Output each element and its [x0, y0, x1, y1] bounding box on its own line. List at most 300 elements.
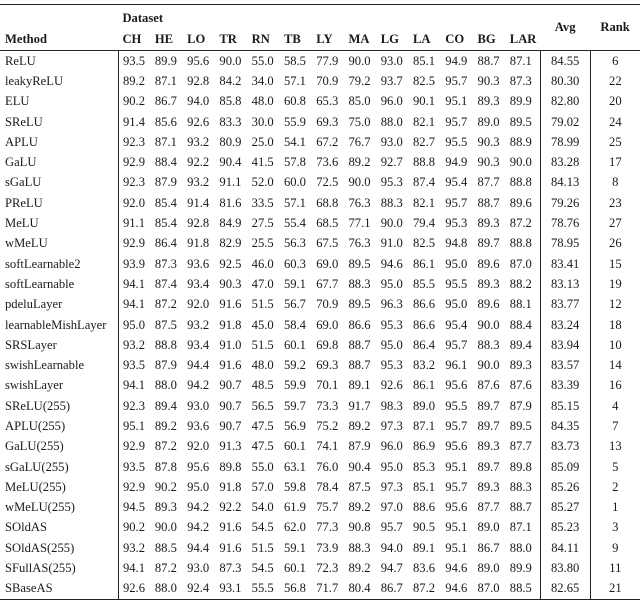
dataset-header-bg: BG — [474, 26, 506, 51]
value-cell-lg: 95.3 — [380, 317, 403, 332]
dataset-header-co: CO — [441, 26, 473, 51]
value-cell-ma: 89.2 — [348, 500, 371, 515]
value-cell-lar: 88.1 — [509, 297, 532, 312]
value-cell-lg: 94.6 — [380, 256, 403, 271]
method-cell: SFullAS(255) — [5, 561, 76, 576]
method-cell: sGaLU — [5, 175, 42, 190]
value-cell-he: 88.5 — [154, 540, 177, 555]
value-cell-ch: 90.2 — [118, 518, 150, 538]
value-cell-lar: 89.4 — [509, 337, 532, 352]
rank-cell: 12 — [590, 295, 640, 315]
value-cell-he: 87.2 — [154, 297, 177, 312]
value-cell-he: 86.4 — [154, 236, 177, 251]
value-cell-co: 95.1 — [445, 459, 468, 474]
value-cell-co: 94.9 — [445, 53, 468, 68]
dataset-header-he: HE — [151, 26, 183, 51]
value-cell-rn: 41.5 — [251, 155, 274, 170]
value-cell-la: 89.1 — [413, 540, 436, 555]
value-cell-he: 87.5 — [154, 317, 177, 332]
value-cell-la: 86.1 — [413, 256, 436, 271]
value-cell-rn: 56.5 — [251, 398, 274, 413]
method-cell: MeLU — [5, 216, 39, 231]
value-cell-lar: 87.7 — [509, 439, 532, 454]
value-cell-ch: 91.4 — [118, 112, 150, 132]
value-cell-la: 88.6 — [413, 500, 436, 515]
rank-cell: 20 — [590, 92, 640, 112]
rank-cell: 26 — [590, 234, 640, 254]
value-cell-ly: 73.9 — [316, 540, 339, 555]
value-cell-ma: 88.3 — [348, 540, 371, 555]
value-cell-lg: 90.0 — [380, 216, 403, 231]
avg-cell: 85.09 — [540, 457, 590, 477]
value-cell-la: 86.6 — [413, 297, 436, 312]
value-cell-ch: 93.2 — [118, 538, 150, 558]
method-cell: swishLayer — [5, 378, 64, 393]
table-row — [0, 254, 640, 274]
value-cell-ly: 74.1 — [316, 439, 339, 454]
value-cell-tr: 89.8 — [219, 459, 242, 474]
value-cell-lar: 88.5 — [506, 579, 540, 600]
value-cell-tb: 60.3 — [283, 256, 306, 271]
value-cell-tr: 81.6 — [219, 195, 242, 210]
value-cell-la: 86.9 — [413, 439, 436, 454]
value-cell-ly: 69.0 — [316, 317, 339, 332]
value-cell-tb: 59.1 — [283, 276, 306, 291]
value-cell-la: 87.2 — [409, 579, 441, 600]
value-cell-la: 85.1 — [413, 479, 436, 494]
value-cell-ly: 70.9 — [316, 73, 339, 88]
value-cell-ch: 93.5 — [118, 51, 150, 72]
rank-cell: 15 — [590, 254, 640, 274]
value-cell-he: 87.1 — [154, 134, 177, 149]
value-cell-tb: 61.9 — [283, 500, 306, 515]
value-cell-ly: 69.8 — [316, 337, 339, 352]
value-cell-lg: 95.0 — [380, 276, 403, 291]
value-cell-la: 82.5 — [413, 73, 436, 88]
value-cell-bg: 90.3 — [477, 134, 500, 149]
value-cell-tr: 85.8 — [219, 94, 242, 109]
value-cell-ch: 92.3 — [118, 132, 150, 152]
method-cell: APLU — [5, 134, 38, 149]
value-cell-bg: 89.6 — [477, 297, 500, 312]
value-cell-lo: 94.2 — [187, 378, 210, 393]
value-cell-ma: 80.4 — [344, 579, 376, 600]
value-cell-ma: 75.0 — [348, 114, 371, 129]
rank-cell: 27 — [590, 213, 640, 233]
method-cell: SOldAS — [5, 520, 47, 535]
value-cell-la: 86.1 — [413, 378, 436, 393]
method-header-spacer — [0, 5, 118, 27]
value-cell-tr: 87.3 — [219, 561, 242, 576]
value-cell-rn: 30.0 — [251, 114, 274, 129]
value-cell-ly: 75.2 — [316, 418, 339, 433]
value-cell-rn: 27.5 — [251, 216, 274, 231]
value-cell-ma: 91.7 — [348, 398, 371, 413]
value-cell-tb: 59.7 — [283, 398, 306, 413]
value-cell-ly: 67.7 — [316, 276, 339, 291]
table-row — [0, 274, 640, 294]
value-cell-ly: 78.4 — [316, 479, 339, 494]
value-cell-tr: 91.6 — [219, 297, 242, 312]
value-cell-tr: 90.4 — [219, 155, 242, 170]
value-cell-lar: 90.0 — [509, 155, 532, 170]
value-cell-tr: 90.7 — [219, 398, 242, 413]
table-row — [0, 295, 640, 315]
value-cell-tr: 91.0 — [219, 337, 242, 352]
value-cell-lar: 87.1 — [509, 520, 532, 535]
method-cell: SRSLayer — [5, 337, 57, 352]
value-cell-ch: 93.5 — [118, 355, 150, 375]
value-cell-lg: 95.0 — [380, 337, 403, 352]
rank-cell: 10 — [590, 335, 640, 355]
value-cell-lo: 92.4 — [183, 579, 215, 600]
value-cell-he: 90.2 — [154, 479, 177, 494]
value-cell-he: 85.4 — [154, 216, 177, 231]
method-cell: softLearnable — [5, 276, 75, 291]
value-cell-rn: 55.0 — [251, 459, 274, 474]
value-cell-ly: 68.5 — [316, 216, 339, 231]
value-cell-lar: 87.3 — [509, 73, 532, 88]
value-cell-lo: 94.4 — [187, 540, 210, 555]
value-cell-la: 83.2 — [413, 358, 436, 373]
value-cell-ch: 93.5 — [118, 457, 150, 477]
method-cell: wMeLU — [5, 236, 48, 251]
value-cell-rn: 54.5 — [251, 520, 274, 535]
method-header: Method — [0, 26, 118, 51]
value-cell-la: 87.4 — [413, 175, 436, 190]
table-row — [0, 132, 640, 152]
method-cell: sGaLU(255) — [5, 459, 69, 474]
value-cell-rn: 45.0 — [251, 317, 274, 332]
value-cell-co: 94.8 — [445, 236, 468, 251]
method-cell: PReLU — [5, 195, 43, 210]
table-row — [0, 152, 640, 172]
value-cell-co: 95.5 — [445, 276, 468, 291]
avg-cell: 84.35 — [540, 416, 590, 436]
table-row — [0, 437, 640, 457]
value-cell-lg: 88.0 — [380, 114, 403, 129]
value-cell-lg: 93.7 — [380, 73, 403, 88]
avg-cell: 85.27 — [540, 498, 590, 518]
table-row — [0, 213, 640, 233]
table-row — [0, 173, 640, 193]
value-cell-he: 89.2 — [154, 418, 177, 433]
value-cell-he: 87.8 — [154, 459, 177, 474]
value-cell-co: 95.4 — [445, 175, 468, 190]
value-cell-ly: 71.7 — [312, 579, 344, 600]
value-cell-ma: 77.1 — [348, 216, 371, 231]
value-cell-ly: 72.5 — [316, 175, 339, 190]
value-cell-ma: 89.2 — [348, 155, 371, 170]
rank-cell: 22 — [590, 71, 640, 91]
value-cell-tr: 92.2 — [219, 500, 242, 515]
value-cell-lo: 92.0 — [187, 297, 210, 312]
rank-cell: 4 — [590, 396, 640, 416]
table-row — [0, 477, 640, 497]
avg-cell: 83.73 — [540, 437, 590, 457]
value-cell-ly: 70.1 — [316, 378, 339, 393]
value-cell-rn: 52.0 — [251, 175, 274, 190]
table-row — [0, 416, 640, 436]
value-cell-ch: 92.0 — [118, 193, 150, 213]
value-cell-tb: 56.8 — [280, 579, 312, 600]
value-cell-ch: 94.1 — [118, 274, 150, 294]
method-cell: SBaseAS — [0, 579, 118, 600]
value-cell-bg: 89.3 — [477, 216, 500, 231]
value-cell-lar: 89.9 — [509, 561, 532, 576]
value-cell-tr: 91.8 — [219, 317, 242, 332]
table-row — [0, 538, 640, 558]
value-cell-tr: 91.6 — [219, 520, 242, 535]
value-cell-tr: 84.2 — [219, 73, 242, 88]
value-cell-co: 95.1 — [445, 520, 468, 535]
dataset-header-tb: TB — [280, 26, 312, 51]
value-cell-lg: 95.3 — [380, 358, 403, 373]
avg-cell: 83.41 — [540, 254, 590, 274]
value-cell-lo: 93.4 — [187, 337, 210, 352]
value-cell-ly: 69.0 — [316, 256, 339, 271]
value-cell-ma: 90.0 — [348, 175, 371, 190]
value-cell-ch: 92.9 — [118, 152, 150, 172]
dataset-header-lg: LG — [377, 26, 409, 51]
rank-cell: 5 — [590, 457, 640, 477]
value-cell-tb: 59.2 — [283, 358, 306, 373]
value-cell-lg: 92.7 — [380, 155, 403, 170]
value-cell-co: 95.6 — [445, 378, 468, 393]
value-cell-ch: 93.2 — [118, 335, 150, 355]
value-cell-tb: 56.9 — [283, 418, 306, 433]
value-cell-lar: 88.9 — [509, 134, 532, 149]
value-cell-lg: 93.0 — [380, 53, 403, 68]
table-row — [0, 234, 640, 254]
avg-cell: 85.23 — [540, 518, 590, 538]
value-cell-tr: 91.3 — [219, 439, 242, 454]
header-row-group — [0, 5, 640, 27]
value-cell-lar: 88.8 — [509, 236, 532, 251]
value-cell-co: 95.4 — [445, 317, 468, 332]
value-cell-rn: 54.5 — [251, 561, 274, 576]
value-cell-tr: 91.6 — [219, 540, 242, 555]
value-cell-ch: 95.1 — [118, 416, 150, 436]
value-cell-ch: 94.1 — [118, 558, 150, 578]
value-cell-ma: 88.7 — [348, 337, 371, 352]
avg-cell: 84.11 — [540, 538, 590, 558]
value-cell-co: 95.0 — [445, 297, 468, 312]
value-cell-co: 94.6 — [445, 561, 468, 576]
value-cell-ma: 88.3 — [348, 276, 371, 291]
value-cell-lar: 89.5 — [509, 114, 532, 129]
value-cell-he: 86.7 — [154, 94, 177, 109]
value-cell-tr: 93.1 — [215, 579, 247, 600]
method-cell: swishLearnable — [5, 358, 85, 373]
value-cell-lar: 89.8 — [509, 459, 532, 474]
value-cell-ma: 89.2 — [348, 418, 371, 433]
value-cell-bg: 89.0 — [477, 561, 500, 576]
value-cell-lo: 94.2 — [187, 500, 210, 515]
dataset-header-ly: LY — [312, 26, 344, 51]
value-cell-rn: 55.5 — [248, 579, 280, 600]
value-cell-lg: 95.7 — [380, 520, 403, 535]
value-cell-ch: 92.9 — [118, 477, 150, 497]
value-cell-bg: 89.7 — [477, 398, 500, 413]
value-cell-co: 95.7 — [445, 114, 468, 129]
value-cell-la: 82.5 — [413, 236, 436, 251]
value-cell-lo: 92.2 — [187, 155, 210, 170]
value-cell-la: 90.5 — [413, 520, 436, 535]
value-cell-lo: 92.8 — [187, 216, 210, 231]
value-cell-he: 87.9 — [154, 175, 177, 190]
table-row — [0, 71, 640, 91]
value-cell-lar: 87.0 — [509, 256, 532, 271]
value-cell-rn: 46.0 — [251, 256, 274, 271]
value-cell-lo: 95.0 — [187, 479, 210, 494]
value-cell-bg: 88.7 — [477, 195, 500, 210]
value-cell-la: 88.8 — [413, 155, 436, 170]
method-cell: leakyReLU — [5, 73, 64, 88]
rank-cell: 23 — [590, 193, 640, 213]
value-cell-rn: 48.0 — [251, 94, 274, 109]
value-cell-la: 85.1 — [413, 53, 436, 68]
value-cell-tr: 92.5 — [219, 256, 242, 271]
avg-cell: 82.65 — [540, 579, 590, 600]
avg-cell: 84.55 — [540, 51, 590, 72]
value-cell-lo: 95.6 — [187, 459, 210, 474]
value-cell-tb: 60.0 — [283, 175, 306, 190]
avg-cell: 83.57 — [540, 355, 590, 375]
method-cell: GaLU(255) — [5, 439, 64, 454]
value-cell-ly: 76.0 — [316, 459, 339, 474]
table-row — [0, 92, 640, 112]
value-cell-lo: 93.6 — [187, 418, 210, 433]
table-row — [0, 335, 640, 355]
value-cell-ly: 70.9 — [316, 297, 339, 312]
value-cell-lar: 87.1 — [509, 53, 532, 68]
value-cell-tb: 56.3 — [283, 236, 306, 251]
value-cell-la: 83.6 — [413, 561, 436, 576]
method-cell: ELU — [5, 94, 30, 109]
results-table — [0, 4, 640, 600]
rank-cell: 11 — [590, 558, 640, 578]
value-cell-la: 82.1 — [413, 195, 436, 210]
value-cell-ly: 69.3 — [316, 114, 339, 129]
value-cell-ma: 86.6 — [348, 317, 371, 332]
method-cell: GaLU — [5, 155, 37, 170]
value-cell-ch: 92.9 — [118, 437, 150, 457]
value-cell-co: 95.7 — [445, 195, 468, 210]
value-cell-rn: 47.5 — [251, 439, 274, 454]
value-cell-ch: 94.1 — [118, 376, 150, 396]
value-cell-lo: 93.0 — [187, 561, 210, 576]
value-cell-lar: 87.9 — [509, 398, 532, 413]
value-cell-ma: 89.2 — [348, 561, 371, 576]
value-cell-tb: 59.9 — [283, 378, 306, 393]
value-cell-tb: 62.0 — [283, 520, 306, 535]
value-cell-lar: 88.4 — [509, 317, 532, 332]
value-cell-ma: 90.0 — [348, 53, 371, 68]
value-cell-ma: 87.9 — [348, 439, 371, 454]
value-cell-lo: 93.2 — [187, 134, 210, 149]
value-cell-he: 88.4 — [154, 155, 177, 170]
value-cell-he: 87.1 — [154, 73, 177, 88]
value-cell-tb: 57.1 — [283, 73, 306, 88]
value-cell-ch: 94.1 — [118, 295, 150, 315]
rank-cell: 8 — [590, 173, 640, 193]
table-row — [0, 396, 640, 416]
value-cell-bg: 90.0 — [477, 317, 500, 332]
avg-cell: 83.77 — [540, 295, 590, 315]
rank-cell: 24 — [590, 112, 640, 132]
value-cell-lo: 94.4 — [187, 358, 210, 373]
value-cell-la: 79.4 — [413, 216, 436, 231]
value-cell-tr: 91.6 — [219, 358, 242, 373]
value-cell-ma: 89.5 — [348, 297, 371, 312]
value-cell-tr: 90.7 — [219, 378, 242, 393]
avg-cell: 83.80 — [540, 558, 590, 578]
value-cell-lo: 92.8 — [187, 73, 210, 88]
value-cell-lg: 95.0 — [380, 459, 403, 474]
value-cell-co: 94.6 — [441, 579, 473, 600]
value-cell-lg: 94.7 — [380, 561, 403, 576]
value-cell-he: 85.4 — [154, 195, 177, 210]
value-cell-co: 95.5 — [445, 134, 468, 149]
avg-cell: 85.26 — [540, 477, 590, 497]
value-cell-bg: 88.7 — [477, 53, 500, 68]
value-cell-ch: 91.1 — [118, 213, 150, 233]
value-cell-ch: 95.0 — [118, 315, 150, 335]
avg-header: Avg — [540, 5, 590, 51]
value-cell-bg: 89.6 — [477, 256, 500, 271]
value-cell-lar: 88.8 — [509, 175, 532, 190]
value-cell-ch: 93.9 — [118, 254, 150, 274]
value-cell-lg: 94.0 — [380, 540, 403, 555]
value-cell-lo: 95.6 — [187, 53, 210, 68]
value-cell-ma: 85.0 — [348, 94, 371, 109]
avg-cell: 83.28 — [540, 152, 590, 172]
value-cell-tr: 82.9 — [219, 236, 242, 251]
value-cell-he: 89.9 — [154, 53, 177, 68]
avg-cell: 78.95 — [540, 234, 590, 254]
value-cell-ly: 65.3 — [316, 94, 339, 109]
value-cell-ly: 67.5 — [316, 236, 339, 251]
value-cell-ma: 90.8 — [348, 520, 371, 535]
rank-header: Rank — [590, 5, 640, 51]
avg-cell: 79.02 — [540, 112, 590, 132]
value-cell-he: 89.3 — [154, 500, 177, 515]
value-cell-tb: 55.9 — [283, 114, 306, 129]
value-cell-lo: 92.6 — [187, 114, 210, 129]
value-cell-lg: 97.3 — [380, 479, 403, 494]
value-cell-lg: 88.3 — [380, 195, 403, 210]
value-cell-tb: 58.4 — [283, 317, 306, 332]
rank-cell: 21 — [590, 579, 640, 600]
value-cell-he: 90.0 — [154, 520, 177, 535]
value-cell-lar: 88.3 — [509, 479, 532, 494]
value-cell-rn: 51.5 — [251, 337, 274, 352]
value-cell-ly: 77.3 — [316, 520, 339, 535]
value-cell-lg: 86.7 — [377, 579, 409, 600]
value-cell-he: 87.2 — [154, 561, 177, 576]
value-cell-la: 90.1 — [413, 94, 436, 109]
table-row — [0, 579, 640, 600]
value-cell-ma: 88.7 — [348, 358, 371, 373]
value-cell-co: 95.1 — [445, 540, 468, 555]
method-cell: softLearnable2 — [5, 256, 81, 271]
avg-cell: 85.15 — [540, 396, 590, 416]
value-cell-tr: 90.7 — [219, 418, 242, 433]
method-cell: SOldAS(255) — [5, 540, 75, 555]
value-cell-ma: 87.5 — [348, 479, 371, 494]
value-cell-tr: 91.1 — [219, 175, 242, 190]
